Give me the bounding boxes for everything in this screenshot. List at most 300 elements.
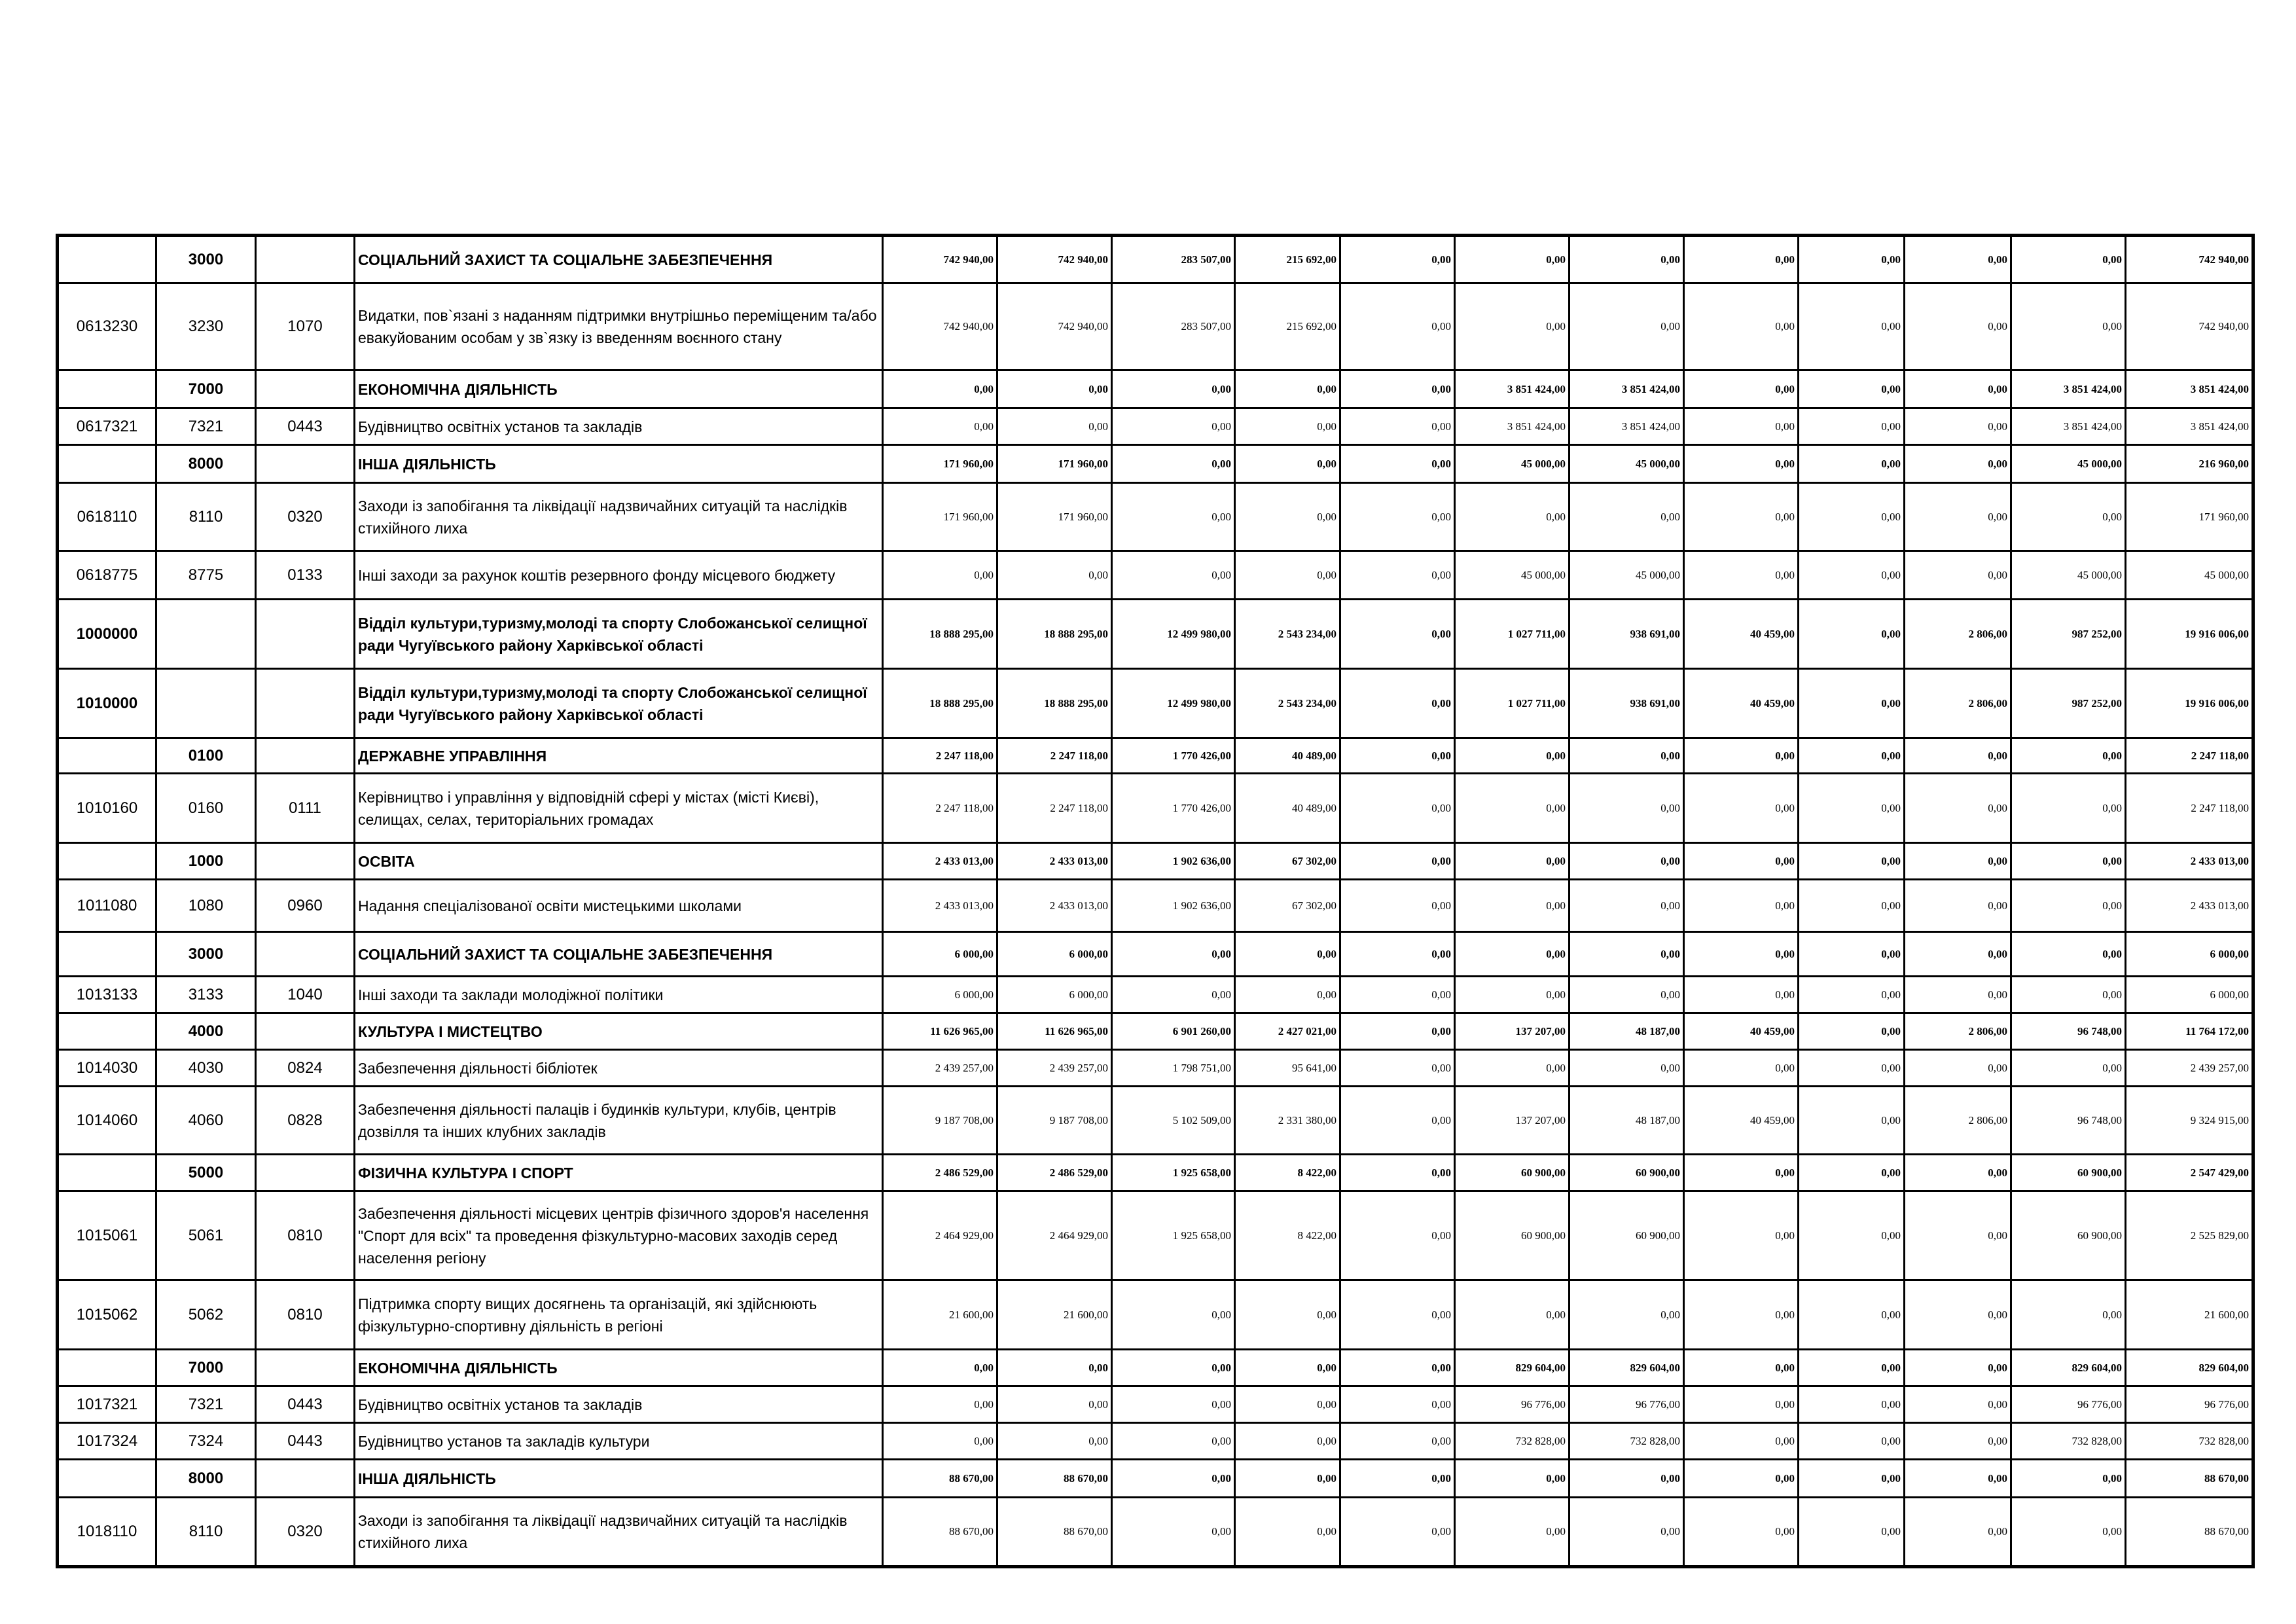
kfkvk-code-cell: 0133 bbox=[256, 551, 355, 600]
amount-cell: 45 000,00 bbox=[1455, 445, 1570, 483]
function-code-cell: 4000 bbox=[156, 1013, 256, 1050]
amount-cell: 0,00 bbox=[1799, 1350, 1905, 1386]
amount-cell: 0,00 bbox=[1570, 1498, 1684, 1567]
amount-cell: 67 302,00 bbox=[1235, 880, 1340, 932]
amount-cell: 0,00 bbox=[2011, 1280, 2126, 1350]
amount-cell: 18 888 295,00 bbox=[883, 600, 997, 669]
program-code-cell: 1017321 bbox=[58, 1386, 156, 1423]
amount-cell: 0,00 bbox=[1684, 483, 1799, 551]
amount-cell: 0,00 bbox=[1340, 1280, 1455, 1350]
program-name-cell: ДЕРЖАВНЕ УПРАВЛІННЯ bbox=[355, 738, 883, 774]
amount-cell: 0,00 bbox=[1340, 932, 1455, 977]
amount-cell: 0,00 bbox=[1570, 738, 1684, 774]
amount-cell: 0,00 bbox=[2011, 880, 2126, 932]
amount-cell: 0,00 bbox=[2011, 977, 2126, 1013]
amount-cell: 0,00 bbox=[1570, 880, 1684, 932]
amount-cell: 60 900,00 bbox=[1570, 1155, 1684, 1191]
amount-cell: 0,00 bbox=[1684, 1386, 1799, 1423]
amount-cell: 0,00 bbox=[1455, 843, 1570, 880]
amount-cell: 8 422,00 bbox=[1235, 1155, 1340, 1191]
amount-cell: 18 888 295,00 bbox=[997, 600, 1112, 669]
amount-cell: 1 770 426,00 bbox=[1112, 738, 1235, 774]
amount-cell: 732 828,00 bbox=[1570, 1423, 1684, 1460]
kfkvk-code-cell bbox=[256, 1460, 355, 1498]
amount-cell: 0,00 bbox=[997, 551, 1112, 600]
amount-cell: 0,00 bbox=[1455, 1498, 1570, 1567]
kfkvk-code-cell: 0960 bbox=[256, 880, 355, 932]
program-name-cell: Заходи із запобігання та ліквідації надзвичайних ситуацій та наслідків стихійного лиха bbox=[355, 483, 883, 551]
program-name-cell: Забезпечення діяльності палаців i будинків культури, клубів, центрів дозвілля та iнших клубних закладів bbox=[355, 1087, 883, 1155]
amount-cell: 0,00 bbox=[1684, 1050, 1799, 1087]
program-name-cell: ОСВІТА bbox=[355, 843, 883, 880]
table-row-group-total bbox=[58, 600, 2253, 669]
amount-cell: 0,00 bbox=[1905, 1050, 2011, 1087]
amount-cell: 0,00 bbox=[1340, 1087, 1455, 1155]
amount-cell: 742 940,00 bbox=[997, 283, 1112, 370]
function-code-cell: 8110 bbox=[156, 1498, 256, 1567]
amount-cell: 2 439 257,00 bbox=[883, 1050, 997, 1087]
program-code-cell: 0618110 bbox=[58, 483, 156, 551]
amount-cell: 0,00 bbox=[1905, 1155, 2011, 1191]
amount-cell: 2 433 013,00 bbox=[2126, 843, 2253, 880]
table-row bbox=[58, 1087, 2253, 1155]
function-code-cell: 8775 bbox=[156, 551, 256, 600]
amount-cell: 0,00 bbox=[1799, 445, 1905, 483]
amount-cell: 1 770 426,00 bbox=[1112, 774, 1235, 843]
amount-cell: 0,00 bbox=[1570, 1050, 1684, 1087]
amount-cell: 0,00 bbox=[1455, 283, 1570, 370]
amount-cell: 0,00 bbox=[1112, 408, 1235, 445]
amount-cell: 0,00 bbox=[1455, 1050, 1570, 1087]
amount-cell: 0,00 bbox=[1905, 1460, 2011, 1498]
amount-cell: 0,00 bbox=[1799, 738, 1905, 774]
amount-cell: 171 960,00 bbox=[883, 445, 997, 483]
amount-cell: 0,00 bbox=[997, 1350, 1112, 1386]
amount-cell: 2 464 929,00 bbox=[883, 1191, 997, 1280]
amount-cell: 0,00 bbox=[1340, 408, 1455, 445]
amount-cell: 0,00 bbox=[1570, 236, 1684, 283]
amount-cell: 0,00 bbox=[1340, 551, 1455, 600]
kfkvk-code-cell: 0111 bbox=[256, 774, 355, 843]
amount-cell: 0,00 bbox=[1684, 1460, 1799, 1498]
amount-cell: 742 940,00 bbox=[997, 236, 1112, 283]
table-row bbox=[58, 408, 2253, 445]
function-code-cell bbox=[156, 669, 256, 738]
amount-cell: 0,00 bbox=[1112, 1280, 1235, 1350]
amount-cell: 0,00 bbox=[1340, 1013, 1455, 1050]
amount-cell: 0,00 bbox=[1570, 483, 1684, 551]
amount-cell: 0,00 bbox=[1799, 1386, 1905, 1423]
program-code-cell: 1013133 bbox=[58, 977, 156, 1013]
amount-cell: 732 828,00 bbox=[2126, 1423, 2253, 1460]
amount-cell: 6 000,00 bbox=[997, 932, 1112, 977]
amount-cell: 40 459,00 bbox=[1684, 669, 1799, 738]
amount-cell: 0,00 bbox=[1112, 1350, 1235, 1386]
amount-cell: 88 670,00 bbox=[2126, 1460, 2253, 1498]
program-code-cell: 0618775 bbox=[58, 551, 156, 600]
budget-expenditure-table bbox=[56, 234, 2255, 1568]
table-row-group-total bbox=[58, 932, 2253, 977]
kfkvk-code-cell: 0828 bbox=[256, 1087, 355, 1155]
table-row-group-total bbox=[58, 1460, 2253, 1498]
table-row-group-total bbox=[58, 370, 2253, 408]
amount-cell: 0,00 bbox=[1684, 408, 1799, 445]
amount-cell: 0,00 bbox=[1905, 445, 2011, 483]
table-row bbox=[58, 774, 2253, 843]
amount-cell: 732 828,00 bbox=[1455, 1423, 1570, 1460]
amount-cell: 0,00 bbox=[1235, 551, 1340, 600]
amount-cell: 2 247 118,00 bbox=[883, 738, 997, 774]
amount-cell: 0,00 bbox=[1905, 483, 2011, 551]
amount-cell: 0,00 bbox=[1684, 283, 1799, 370]
amount-cell: 40 459,00 bbox=[1684, 1013, 1799, 1050]
amount-cell: 0,00 bbox=[883, 1423, 997, 1460]
amount-cell: 938 691,00 bbox=[1570, 600, 1684, 669]
amount-cell: 3 851 424,00 bbox=[1455, 408, 1570, 445]
program-name-cell: ІНША ДІЯЛЬНІСТЬ bbox=[355, 445, 883, 483]
amount-cell: 2 439 257,00 bbox=[2126, 1050, 2253, 1087]
program-code-cell: 1015062 bbox=[58, 1280, 156, 1350]
amount-cell: 0,00 bbox=[2011, 738, 2126, 774]
amount-cell: 2 806,00 bbox=[1905, 1013, 2011, 1050]
program-code-cell: 0617321 bbox=[58, 408, 156, 445]
program-code-cell: 1014060 bbox=[58, 1087, 156, 1155]
amount-cell: 829 604,00 bbox=[1570, 1350, 1684, 1386]
kfkvk-code-cell: 0443 bbox=[256, 1386, 355, 1423]
amount-cell: 0,00 bbox=[1235, 1498, 1340, 1567]
amount-cell: 88 670,00 bbox=[883, 1460, 997, 1498]
amount-cell: 829 604,00 bbox=[2126, 1350, 2253, 1386]
function-code-cell: 8000 bbox=[156, 1460, 256, 1498]
amount-cell: 0,00 bbox=[1235, 370, 1340, 408]
amount-cell: 0,00 bbox=[1905, 738, 2011, 774]
amount-cell: 0,00 bbox=[1340, 1155, 1455, 1191]
amount-cell: 12 499 980,00 bbox=[1112, 669, 1235, 738]
function-code-cell: 3230 bbox=[156, 283, 256, 370]
amount-cell: 0,00 bbox=[1905, 551, 2011, 600]
amount-cell: 0,00 bbox=[1905, 774, 2011, 843]
amount-cell: 0,00 bbox=[1905, 932, 2011, 977]
amount-cell: 40 489,00 bbox=[1235, 738, 1340, 774]
amount-cell: 0,00 bbox=[1905, 880, 2011, 932]
function-code-cell: 0160 bbox=[156, 774, 256, 843]
kfkvk-code-cell: 0810 bbox=[256, 1191, 355, 1280]
amount-cell: 11 764 172,00 bbox=[2126, 1013, 2253, 1050]
amount-cell: 0,00 bbox=[1684, 370, 1799, 408]
amount-cell: 2 543 234,00 bbox=[1235, 669, 1340, 738]
amount-cell: 0,00 bbox=[1455, 774, 1570, 843]
amount-cell: 0,00 bbox=[1340, 1423, 1455, 1460]
function-code-cell: 5000 bbox=[156, 1155, 256, 1191]
amount-cell: 0,00 bbox=[1235, 1350, 1340, 1386]
amount-cell: 0,00 bbox=[1799, 483, 1905, 551]
amount-cell: 0,00 bbox=[2011, 283, 2126, 370]
amount-cell: 2 464 929,00 bbox=[997, 1191, 1112, 1280]
amount-cell: 48 187,00 bbox=[1570, 1087, 1684, 1155]
amount-cell: 3 851 424,00 bbox=[1570, 370, 1684, 408]
amount-cell: 67 302,00 bbox=[1235, 843, 1340, 880]
amount-cell: 0,00 bbox=[1455, 977, 1570, 1013]
amount-cell: 0,00 bbox=[1570, 774, 1684, 843]
function-code-cell: 3000 bbox=[156, 932, 256, 977]
amount-cell: 0,00 bbox=[1799, 236, 1905, 283]
program-name-cell: Відділ культури,туризму,молоді та спорту Слобожанської селищної ради Чугуївського району Харківської області bbox=[355, 669, 883, 738]
program-name-cell: ІНША ДІЯЛЬНІСТЬ bbox=[355, 1460, 883, 1498]
amount-cell: 742 940,00 bbox=[883, 283, 997, 370]
amount-cell: 0,00 bbox=[1684, 445, 1799, 483]
amount-cell: 6 000,00 bbox=[883, 932, 997, 977]
kfkvk-code-cell: 0810 bbox=[256, 1280, 355, 1350]
amount-cell: 0,00 bbox=[1112, 1423, 1235, 1460]
amount-cell: 0,00 bbox=[1455, 738, 1570, 774]
program-code-cell: 1015061 bbox=[58, 1191, 156, 1280]
amount-cell: 96 748,00 bbox=[2011, 1087, 2126, 1155]
table-row bbox=[58, 977, 2253, 1013]
amount-cell: 3 851 424,00 bbox=[1570, 408, 1684, 445]
amount-cell: 2 247 118,00 bbox=[2126, 774, 2253, 843]
amount-cell: 0,00 bbox=[1340, 1350, 1455, 1386]
amount-cell: 0,00 bbox=[1905, 843, 2011, 880]
amount-cell: 0,00 bbox=[1799, 370, 1905, 408]
amount-cell: 3 851 424,00 bbox=[1455, 370, 1570, 408]
program-name-cell: СОЦІАЛЬНИЙ ЗАХИСТ ТА СОЦІАЛЬНЕ ЗАБЕЗПЕЧЕННЯ bbox=[355, 236, 883, 283]
program-code-cell bbox=[58, 445, 156, 483]
amount-cell: 1 798 751,00 bbox=[1112, 1050, 1235, 1087]
amount-cell: 9 187 708,00 bbox=[883, 1087, 997, 1155]
amount-cell: 0,00 bbox=[1340, 236, 1455, 283]
program-code-cell: 1014030 bbox=[58, 1050, 156, 1087]
amount-cell: 6 000,00 bbox=[2126, 932, 2253, 977]
amount-cell: 3 851 424,00 bbox=[2126, 408, 2253, 445]
amount-cell: 6 000,00 bbox=[2126, 977, 2253, 1013]
function-code-cell: 0100 bbox=[156, 738, 256, 774]
amount-cell: 9 324 915,00 bbox=[2126, 1087, 2253, 1155]
amount-cell: 0,00 bbox=[883, 370, 997, 408]
amount-cell: 2 486 529,00 bbox=[997, 1155, 1112, 1191]
amount-cell: 0,00 bbox=[1235, 932, 1340, 977]
amount-cell: 732 828,00 bbox=[2011, 1423, 2126, 1460]
amount-cell: 40 459,00 bbox=[1684, 1087, 1799, 1155]
amount-cell: 2 439 257,00 bbox=[997, 1050, 1112, 1087]
kfkvk-code-cell bbox=[256, 1155, 355, 1191]
amount-cell: 0,00 bbox=[1112, 1460, 1235, 1498]
amount-cell: 1 925 658,00 bbox=[1112, 1155, 1235, 1191]
program-name-cell: Будівництво освітніх установ та закладів bbox=[355, 408, 883, 445]
program-code-cell bbox=[58, 1460, 156, 1498]
amount-cell: 0,00 bbox=[1340, 1050, 1455, 1087]
function-code-cell: 5061 bbox=[156, 1191, 256, 1280]
amount-cell: 0,00 bbox=[1455, 932, 1570, 977]
amount-cell: 0,00 bbox=[1235, 1423, 1340, 1460]
program-name-cell: КУЛЬТУРА І МИСТЕЦТВО bbox=[355, 1013, 883, 1050]
table-row bbox=[58, 551, 2253, 600]
amount-cell: 88 670,00 bbox=[2126, 1498, 2253, 1567]
amount-cell: 60 900,00 bbox=[1570, 1191, 1684, 1280]
amount-cell: 0,00 bbox=[1570, 932, 1684, 977]
amount-cell: 0,00 bbox=[2011, 932, 2126, 977]
amount-cell: 0,00 bbox=[1455, 483, 1570, 551]
amount-cell: 0,00 bbox=[1340, 445, 1455, 483]
amount-cell: 2 486 529,00 bbox=[883, 1155, 997, 1191]
amount-cell: 3 851 424,00 bbox=[2126, 370, 2253, 408]
amount-cell: 987 252,00 bbox=[2011, 669, 2126, 738]
amount-cell: 742 940,00 bbox=[2126, 283, 2253, 370]
program-code-cell bbox=[58, 1350, 156, 1386]
amount-cell: 0,00 bbox=[1340, 774, 1455, 843]
amount-cell: 0,00 bbox=[1905, 1386, 2011, 1423]
amount-cell: 0,00 bbox=[1112, 483, 1235, 551]
program-code-cell: 0613230 bbox=[58, 283, 156, 370]
amount-cell: 742 940,00 bbox=[2126, 236, 2253, 283]
amount-cell: 0,00 bbox=[1684, 1350, 1799, 1386]
amount-cell: 2 427 021,00 bbox=[1235, 1013, 1340, 1050]
amount-cell: 0,00 bbox=[883, 408, 997, 445]
kfkvk-code-cell: 0443 bbox=[256, 1423, 355, 1460]
amount-cell: 0,00 bbox=[1799, 551, 1905, 600]
amount-cell: 45 000,00 bbox=[2126, 551, 2253, 600]
program-name-cell: Будівництво установ та закладів культури bbox=[355, 1423, 883, 1460]
amount-cell: 1 925 658,00 bbox=[1112, 1191, 1235, 1280]
amount-cell: 88 670,00 bbox=[997, 1460, 1112, 1498]
amount-cell: 5 102 509,00 bbox=[1112, 1087, 1235, 1155]
kfkvk-code-cell: 0824 bbox=[256, 1050, 355, 1087]
amount-cell: 2 247 118,00 bbox=[997, 738, 1112, 774]
kfkvk-code-cell: 0320 bbox=[256, 483, 355, 551]
table-row-group-total bbox=[58, 843, 2253, 880]
amount-cell: 9 187 708,00 bbox=[997, 1087, 1112, 1155]
amount-cell: 0,00 bbox=[1235, 977, 1340, 1013]
amount-cell: 0,00 bbox=[1340, 1191, 1455, 1280]
amount-cell: 215 692,00 bbox=[1235, 283, 1340, 370]
program-code-cell bbox=[58, 843, 156, 880]
table-row bbox=[58, 1423, 2253, 1460]
amount-cell: 0,00 bbox=[1235, 483, 1340, 551]
program-code-cell: 1010160 bbox=[58, 774, 156, 843]
amount-cell: 0,00 bbox=[2011, 774, 2126, 843]
kfkvk-code-cell bbox=[256, 445, 355, 483]
amount-cell: 2 806,00 bbox=[1905, 1087, 2011, 1155]
table-row bbox=[58, 1191, 2253, 1280]
function-code-cell: 7000 bbox=[156, 370, 256, 408]
amount-cell: 0,00 bbox=[997, 1386, 1112, 1423]
program-code-cell: 1000000 bbox=[58, 600, 156, 669]
program-code-cell bbox=[58, 370, 156, 408]
program-code-cell: 1017324 bbox=[58, 1423, 156, 1460]
amount-cell: 0,00 bbox=[1684, 1191, 1799, 1280]
table-row bbox=[58, 1280, 2253, 1350]
amount-cell: 0,00 bbox=[1112, 1386, 1235, 1423]
amount-cell: 0,00 bbox=[2011, 1460, 2126, 1498]
table-row bbox=[58, 880, 2253, 932]
table-row bbox=[58, 1386, 2253, 1423]
amount-cell: 3 851 424,00 bbox=[2011, 370, 2126, 408]
amount-cell: 2 806,00 bbox=[1905, 600, 2011, 669]
amount-cell: 40 459,00 bbox=[1684, 600, 1799, 669]
amount-cell: 11 626 965,00 bbox=[883, 1013, 997, 1050]
amount-cell: 0,00 bbox=[1684, 236, 1799, 283]
amount-cell: 0,00 bbox=[1112, 445, 1235, 483]
amount-cell: 0,00 bbox=[883, 1350, 997, 1386]
amount-cell: 0,00 bbox=[2011, 236, 2126, 283]
program-code-cell bbox=[58, 738, 156, 774]
amount-cell: 171 960,00 bbox=[997, 445, 1112, 483]
program-name-cell: Забезпечення діяльності місцевих центрів фізичного здоров'я населення "Спорт для всіх" та проведення фізкультурно-масових заходів серед населення регіону bbox=[355, 1191, 883, 1280]
function-code-cell: 3000 bbox=[156, 236, 256, 283]
amount-cell: 2 247 118,00 bbox=[2126, 738, 2253, 774]
kfkvk-code-cell bbox=[256, 600, 355, 669]
amount-cell: 0,00 bbox=[1455, 880, 1570, 932]
function-code-cell: 8000 bbox=[156, 445, 256, 483]
amount-cell: 0,00 bbox=[1235, 1386, 1340, 1423]
amount-cell: 2 433 013,00 bbox=[997, 843, 1112, 880]
amount-cell: 0,00 bbox=[1340, 1460, 1455, 1498]
amount-cell: 829 604,00 bbox=[2011, 1350, 2126, 1386]
amount-cell: 60 900,00 bbox=[2011, 1155, 2126, 1191]
amount-cell: 0,00 bbox=[1235, 408, 1340, 445]
kfkvk-code-cell: 1040 bbox=[256, 977, 355, 1013]
function-code-cell: 4060 bbox=[156, 1087, 256, 1155]
function-code-cell: 3133 bbox=[156, 977, 256, 1013]
amount-cell: 0,00 bbox=[1684, 1423, 1799, 1460]
amount-cell: 0,00 bbox=[1570, 1280, 1684, 1350]
program-name-cell: Підтримка спорту вищих досягнень та організацій, які здійснюють фізкультурно-спортивну діяльність в регіоні bbox=[355, 1280, 883, 1350]
amount-cell: 0,00 bbox=[1799, 774, 1905, 843]
amount-cell: 987 252,00 bbox=[2011, 600, 2126, 669]
amount-cell: 0,00 bbox=[1340, 669, 1455, 738]
amount-cell: 0,00 bbox=[1905, 977, 2011, 1013]
amount-cell: 0,00 bbox=[1684, 932, 1799, 977]
amount-cell: 0,00 bbox=[1799, 1013, 1905, 1050]
amount-cell: 6 000,00 bbox=[997, 977, 1112, 1013]
amount-cell: 137 207,00 bbox=[1455, 1013, 1570, 1050]
amount-cell: 171 960,00 bbox=[997, 483, 1112, 551]
amount-cell: 0,00 bbox=[1684, 1498, 1799, 1567]
amount-cell: 0,00 bbox=[883, 551, 997, 600]
amount-cell: 60 900,00 bbox=[1455, 1191, 1570, 1280]
amount-cell: 2 525 829,00 bbox=[2126, 1191, 2253, 1280]
amount-cell: 2 433 013,00 bbox=[883, 880, 997, 932]
amount-cell: 88 670,00 bbox=[883, 1498, 997, 1567]
program-name-cell: Інші заходи за рахунок коштів резервного фонду місцевого бюджету bbox=[355, 551, 883, 600]
amount-cell: 60 900,00 bbox=[1455, 1155, 1570, 1191]
kfkvk-code-cell bbox=[256, 669, 355, 738]
amount-cell: 0,00 bbox=[2011, 483, 2126, 551]
kfkvk-code-cell bbox=[256, 932, 355, 977]
kfkvk-code-cell bbox=[256, 1013, 355, 1050]
amount-cell: 0,00 bbox=[1340, 738, 1455, 774]
kfkvk-code-cell bbox=[256, 236, 355, 283]
amount-cell: 0,00 bbox=[1112, 551, 1235, 600]
kfkvk-code-cell bbox=[256, 738, 355, 774]
table-row-group-total bbox=[58, 669, 2253, 738]
kfkvk-code-cell: 1070 bbox=[256, 283, 355, 370]
amount-cell: 2 331 380,00 bbox=[1235, 1087, 1340, 1155]
amount-cell: 0,00 bbox=[1799, 408, 1905, 445]
amount-cell: 96 776,00 bbox=[2011, 1386, 2126, 1423]
amount-cell: 0,00 bbox=[1570, 283, 1684, 370]
program-code-cell bbox=[58, 236, 156, 283]
amount-cell: 11 626 965,00 bbox=[997, 1013, 1112, 1050]
program-name-cell: ФІЗИЧНА КУЛЬТУРА І СПОРТ bbox=[355, 1155, 883, 1191]
amount-cell: 938 691,00 bbox=[1570, 669, 1684, 738]
amount-cell: 0,00 bbox=[1799, 669, 1905, 738]
table-row-group-total bbox=[58, 445, 2253, 483]
amount-cell: 0,00 bbox=[1799, 600, 1905, 669]
program-name-cell: Керівництво і управління у відповідній сфері у містах (місті Києві), селищах, селах, територіальних громадах bbox=[355, 774, 883, 843]
amount-cell: 0,00 bbox=[1684, 1155, 1799, 1191]
kfkvk-code-cell bbox=[256, 370, 355, 408]
amount-cell: 19 916 006,00 bbox=[2126, 600, 2253, 669]
